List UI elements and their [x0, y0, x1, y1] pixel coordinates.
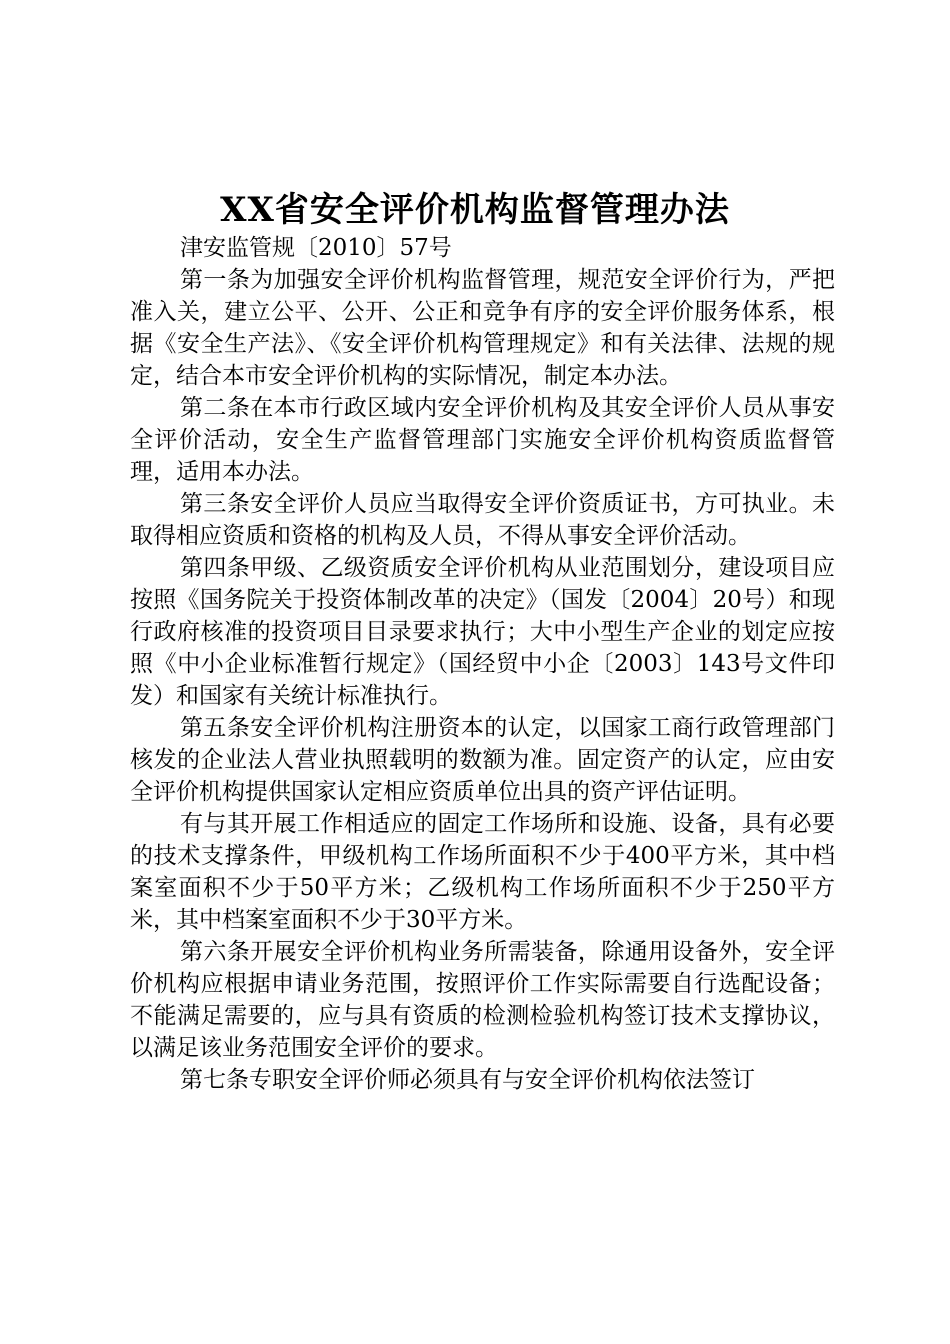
document-body [130, 232, 835, 1096]
workplace-requirements-paragraph: 有与其开展工作相适应的固定工作场所和设施、设备，具有必要的技术支撑条件，甲级机构工作场所面积不少于400平方米，其中档案室面积不少于50平方米；乙级机构工作场所面积不少于250平方米，其中档案室面积不少于30平方米。 [130, 811, 835, 933]
article-1-paragraph: 第一条为加强安全评价机构监督管理，规范安全评价行为，严把准入关，建立公平、公开、公正和竞争有序的安全评价服务体系，根据《安全生产法》、《安全评价机构管理规定》和有关法律、法规的规定，结合本市安全评价机构的实际情况，制定本办法。 [130, 267, 835, 389]
article-5-paragraph: 第五条安全评价机构注册资本的认定，以国家工商行政管理部门核发的企业法人营业执照载明的数额为准。固定资产的认定，应由安全评价机构提供国家认定相应资质单位出具的资产评估证明。 [130, 715, 835, 805]
article-3-paragraph: 第三条安全评价人员应当取得安全评价资质证书，方可执业。未取得相应资质和资格的机构及人员，不得从事安全评价活动。 [130, 491, 835, 549]
article-7-paragraph: 第七条专职安全评价师必须具有与安全评价机构依法签订 [180, 1067, 755, 1093]
document-number: 津安监管规〔2010〕57号 [180, 235, 452, 261]
article-6-paragraph: 第六条开展安全评价机构业务所需装备，除通用设备外，安全评价机构应根据申请业务范围，按照评价工作实际需要自行选配设备；不能满足需要的，应与具有资质的检测检验机构签订技术支撑协议，以满足该业务范围安全评价的要求。 [130, 939, 835, 1061]
document-title: XX省安全评价机构监督管理办法 [220, 190, 730, 230]
article-2-paragraph: 第二条在本市行政区域内安全评价机构及其安全评价人员从事安全评价活动，安全生产监督管理部门实施安全评价机构资质监督管理，适用本办法。 [130, 395, 835, 485]
article-4-paragraph: 第四条甲级、乙级资质安全评价机构从业范围划分，建设项目应按照《国务院关于投资体制改革的决定》（国发〔2004〕20号）和现行政府核准的投资项目目录要求执行；大中小型生产企业的划定应按照《中小企业标准暂行规定》（国经贸中小企〔2003〕143号文件印发）和国家有关统计标准执行。 [130, 555, 835, 709]
